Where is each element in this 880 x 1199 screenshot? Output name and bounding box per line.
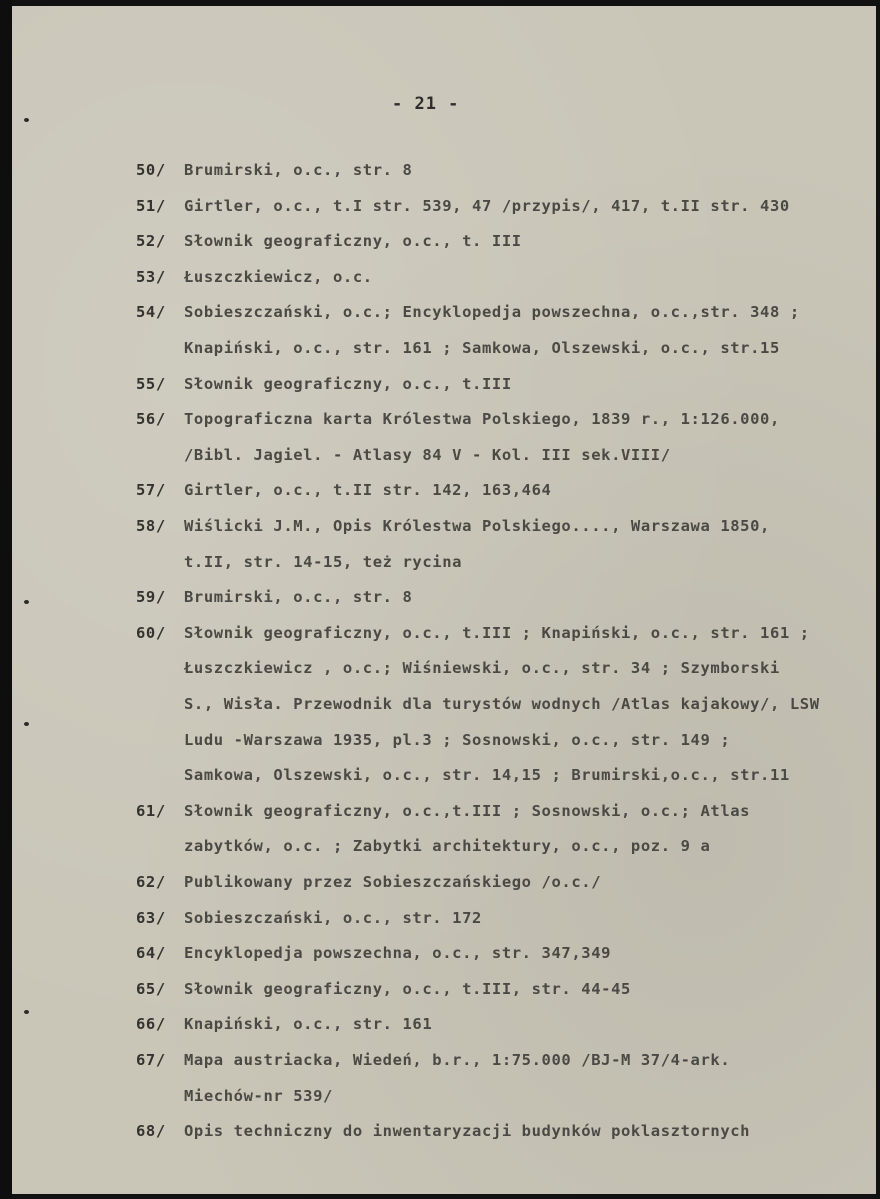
footnote-number: 66/ [136,1015,166,1034]
footnote-text: Brumirski, o.c., str. 8 [184,588,413,607]
footnote-text: Słownik geograficzny, o.c.,t.III ; Sosnowski, o.c.; Atlas [184,801,751,820]
footnote-text: Miechów-nr 539/ [184,1086,333,1105]
footnote-number: 51/ [136,196,166,215]
footnote-text: Encyklopedja powszechna, o.c., str. 347,349 [184,944,612,963]
footnote-text: Słownik geograficzny, o.c., t. III [184,232,522,251]
footnote-text: Knapiński, o.c., str. 161 [184,1015,433,1034]
footnote-list [12,6,876,1194]
footnote-number: 60/ [136,623,166,642]
footnote-text: Słownik geograficzny, o.c., t.III, str. 44-45 [184,979,631,998]
footnote-number: 61/ [136,801,166,820]
footnote-text: /Bibl. Jagiel. - Atlasy 84 V - Kol. III sek.VIII/ [184,445,671,464]
footnote-text: Publikowany przez Sobieszczańskiego /o.c./ [184,873,602,891]
footnote-number: 54/ [136,303,166,322]
footnote-text: Samkowa, Olszewski, o.c., str. 14,15 ; Brumirski,o.c., str.11 [184,766,790,785]
footnote-text: Ludu -Warszawa 1935, pl.3 ; Sosnowski, o.c., str. 149 ; [184,730,731,749]
footnote-text: Łuszczkiewicz , o.c.; Wiśniewski, o.c., str. 34 ; Szymborski [184,659,780,678]
footnote-text: Słownik geograficzny, o.c., t.III ; Knapiński, o.c., str. 161 ; [184,623,810,642]
footnote-text: Girtler, o.c., t.II str. 142, 163,464 [184,481,552,500]
footnote-text: S., Wisła. Przewodnik dla turystów wodnych /Atlas kajakowy/, LSW [184,695,820,713]
footnote-text: t.II, str. 14-15, też rycina [184,552,463,571]
footnote-number: 59/ [136,588,166,607]
footnote-number: 57/ [136,481,166,500]
footnote-number: 67/ [136,1051,166,1069]
footnote-number: 58/ [136,517,166,535]
footnote-number: 64/ [136,944,166,963]
footnote-text: Topograficzna karta Królestwa Polskiego, 1839 r., 1:126.000, [184,410,780,429]
document-page [12,6,876,1194]
footnote-number: 65/ [136,979,166,998]
footnote-number: 63/ [136,908,166,927]
footnote-text: Sobieszczański, o.c.; Encyklopedja powszechna, o.c.,str. 348 ; [184,303,800,322]
footnote-text: Opis techniczny do inwentaryzacji budynków poklasztornych [184,1122,751,1141]
scan-border [0,0,12,1199]
footnote-number: 50/ [136,161,166,179]
footnote-text: Brumirski, o.c., str. 8 [184,161,413,179]
footnote-text: Łuszczkiewicz, o.c. [184,267,373,286]
footnote-text: Wiślicki J.M., Opis Królestwa Polskiego...., Warszawa 1850, [184,517,770,535]
footnote-number: 55/ [136,374,166,393]
footnote-text: Girtler, o.c., t.I str. 539, 47 /przypis/, 417, t.II str. 430 [184,196,790,215]
footnote-number: 68/ [136,1122,166,1141]
footnote-number: 62/ [136,873,166,891]
page-number: - 21 - [392,94,460,114]
footnote-number: 52/ [136,232,166,251]
footnote-text: Knapiński, o.c., str. 161 ; Samkowa, Olszewski, o.c., str.15 [184,339,780,357]
footnote-text: zabytków, o.c. ; Zabytki architektury, o.c., poz. 9 a [184,837,711,856]
footnote-text: Mapa austriacka, Wiedeń, b.r., 1:75.000 /BJ-M 37/4-ark. [184,1051,731,1069]
footnote-number: 56/ [136,410,166,429]
footnote-number: 53/ [136,267,166,286]
footnote-text: Sobieszczański, o.c., str. 172 [184,908,482,927]
footnote-text: Słownik geograficzny, o.c., t.III [184,374,512,393]
